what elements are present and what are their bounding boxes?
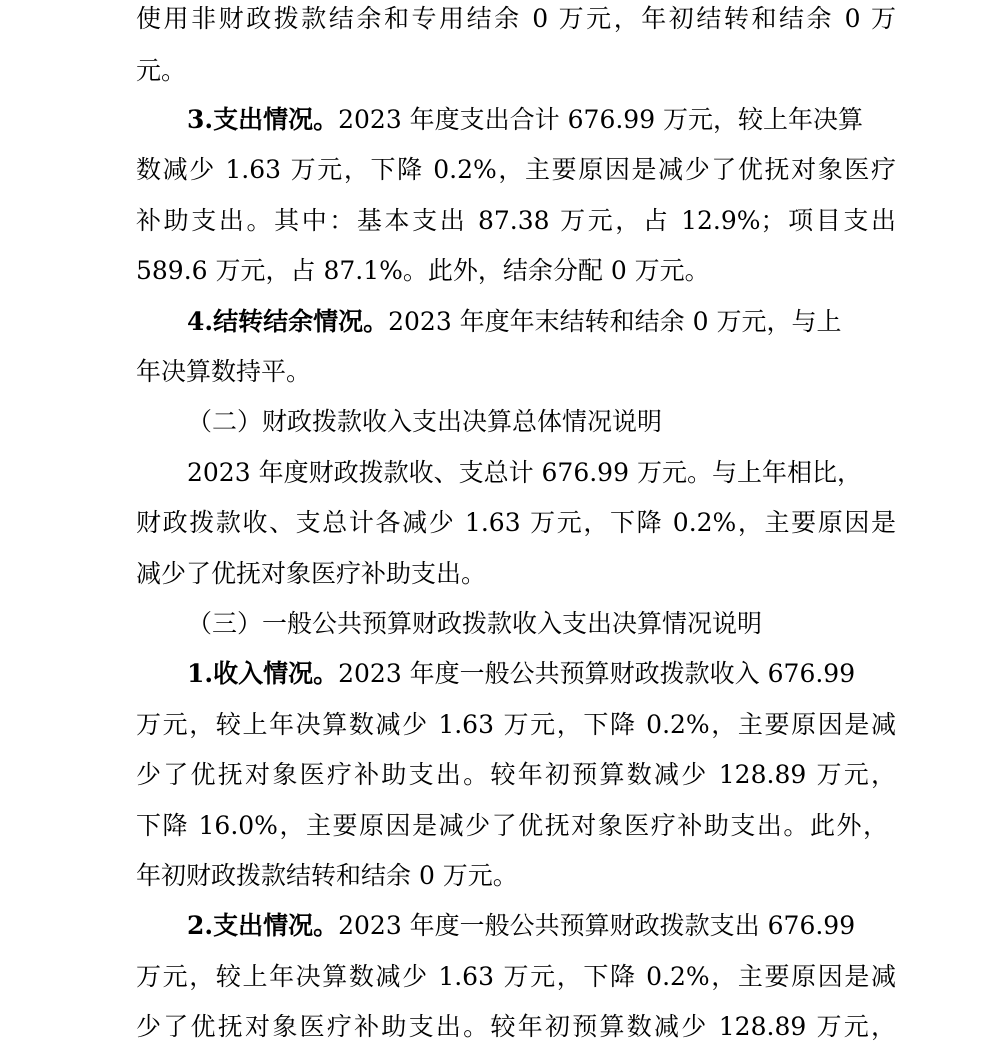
paragraph-line: 少了优抚对象医疗补助支出。较年初预算数减少 128.89 万元， [136,1012,896,1041]
paragraph-line: 589.6 万元，占 87.1%。此外，结余分配 0 万元。 [136,256,710,285]
section-heading-carryover: 4.结转结余情况。 [187,307,389,336]
paragraph-line: 补助支出。其中：基本支出 87.38 万元，占 12.9%；项目支出 [136,206,896,235]
paragraph-text: 2023 年度一般公共预算财政拨款支出 676.99 [338,911,856,940]
paragraph-line: 2023 年度财政拨款收、支总计 676.99 万元。与上年相比， [187,458,862,487]
section-heading-expense: 3.支出情况。 [187,105,339,134]
section-title-fiscal-overview: （二）财政拨款收入支出决算总体情况说明 [187,407,663,436]
section-title-general-budget: （三）一般公共预算财政拨款收入支出决算情况说明 [187,609,763,638]
paragraph-line: 使用非财政拨款结余和专用结余 0 万元，年初结转和结余 0 万 [136,4,896,33]
section-heading-income: 1.收入情况。 [187,659,339,688]
paragraph-line-general-expense [187,901,877,951]
paragraph-line-expense [187,95,897,145]
paragraph-text: 2023 年度支出合计 676.99 万元，较上年决算 [338,105,864,134]
section-heading-general-expense: 2.支出情况。 [187,911,339,940]
paragraph-text: 2023 年度一般公共预算财政拨款收入 676.99 [338,659,856,688]
paragraph-line: 减少了优抚对象医疗补助支出。 [136,559,487,588]
paragraph-line: 万元，较上年决算数减少 1.63 万元，下降 0.2%，主要原因是减 [136,962,896,991]
paragraph-line-income [187,649,877,699]
paragraph-line: 元。 [136,56,187,85]
paragraph-line-carryover [187,297,897,347]
paragraph-line: 数减少 1.63 万元，下降 0.2%，主要原因是减少了优抚对象医疗 [136,155,896,184]
paragraph-line: 年初财政拨款结转和结余 0 万元。 [136,861,518,890]
paragraph-line: 万元，较上年决算数减少 1.63 万元，下降 0.2%，主要原因是减 [136,710,896,739]
paragraph-text: 2023 年度年末结转和结余 0 万元，与上 [388,307,842,336]
paragraph-line: 少了优抚对象医疗补助支出。较年初预算数减少 128.89 万元， [136,760,896,789]
paragraph-line: 下降 16.0%，主要原因是减少了优抚对象医疗补助支出。此外， [136,811,888,840]
paragraph-line: 年决算数持平。 [136,357,312,386]
paragraph-line: 财政拨款收、支总计各减少 1.63 万元，下降 0.2%，主要原因是 [136,508,896,537]
